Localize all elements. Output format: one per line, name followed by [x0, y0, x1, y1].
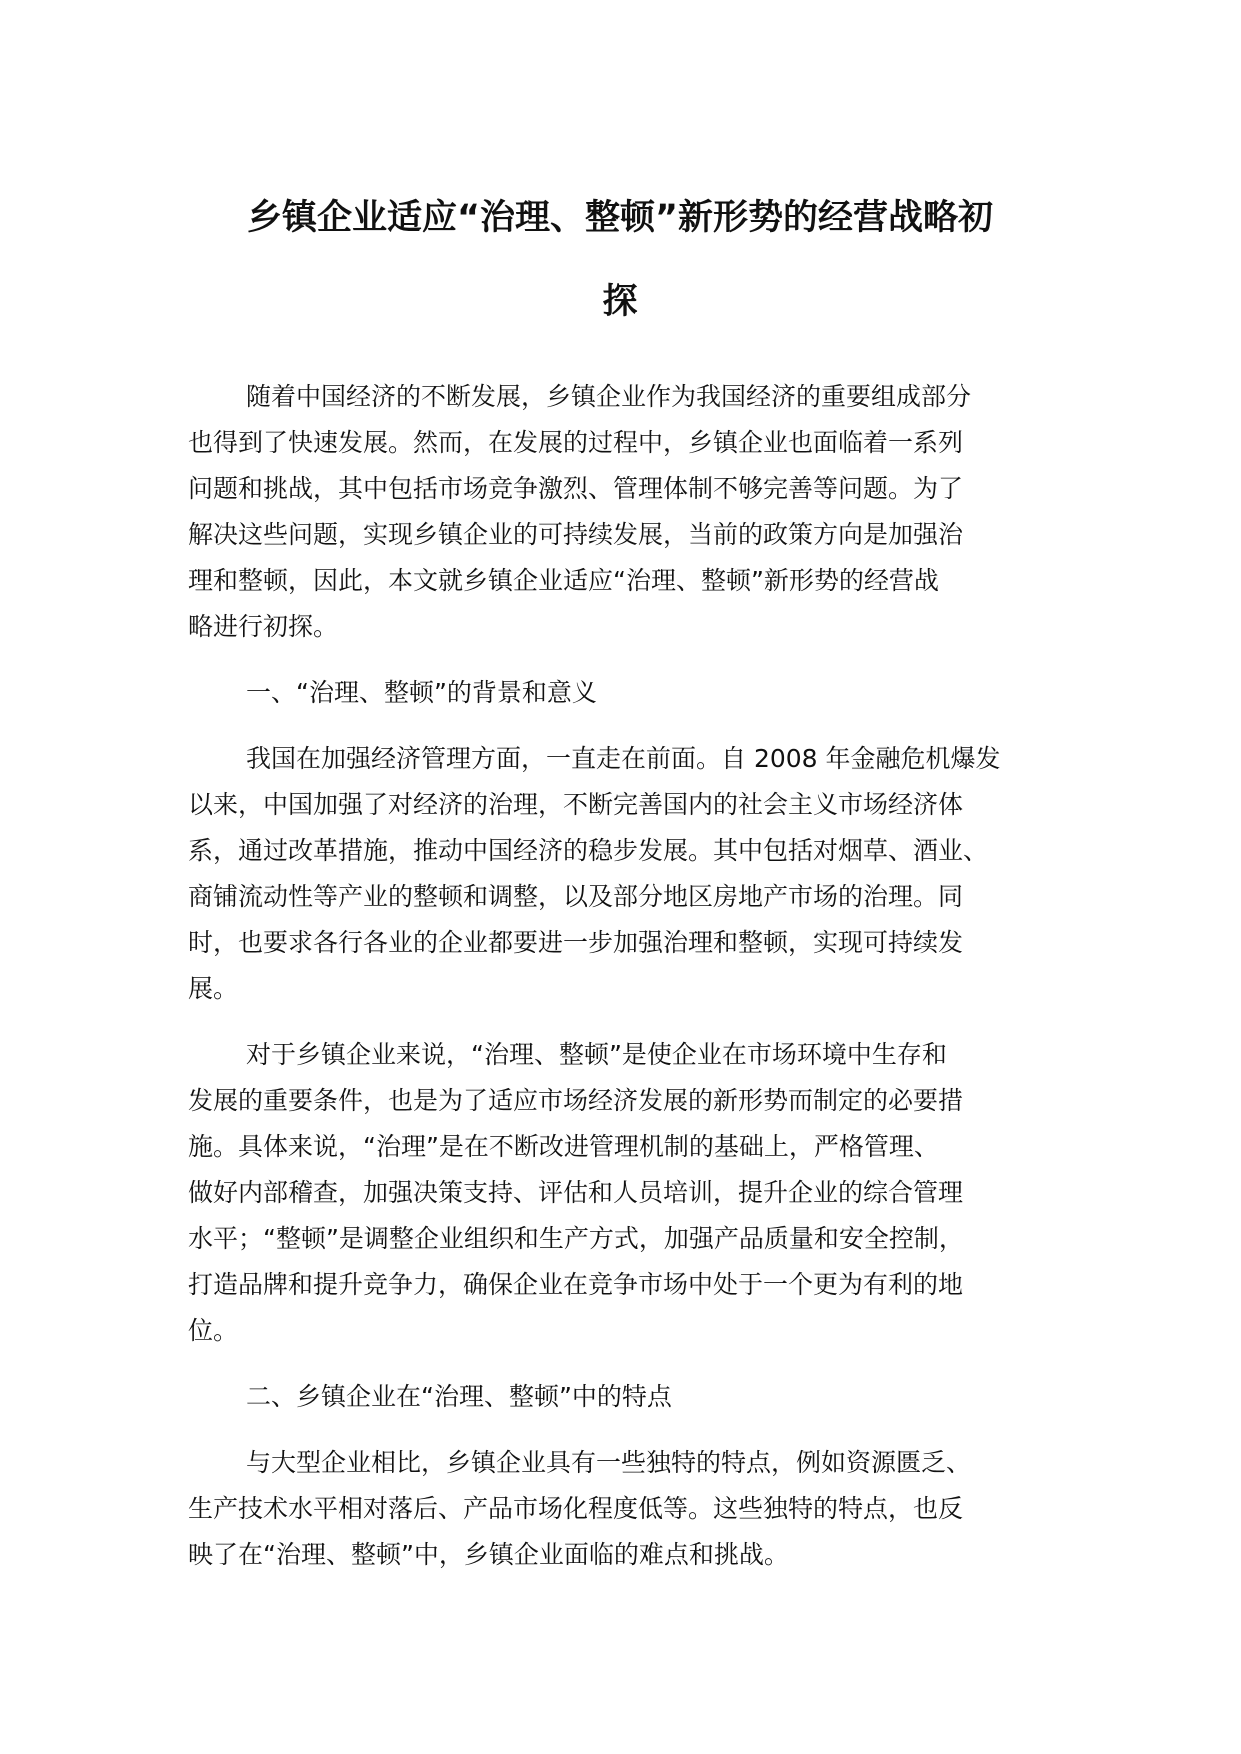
- title-line-2: 探: [602, 282, 638, 322]
- document-body: [188, 374, 1078, 1598]
- paragraph-line: 展。: [188, 974, 239, 1003]
- paragraph-line: 做好内部稽查，加强决策支持、评估和人员培训，提升企业的综合管理: [188, 1178, 964, 1207]
- paragraph-line: 解决这些问题，实现乡镇企业的可持续发展，当前的政策方向是加强治: [188, 520, 964, 549]
- paragraph-line: 对于乡镇企业来说，“治理、整顿”是使企业在市场环境中生存和: [246, 1040, 947, 1069]
- paragraph-line: 时，也要求各行各业的企业都要进一步加强治理和整顿，实现可持续发: [188, 928, 964, 957]
- paragraph-line: 以来，中国加强了对经济的治理，不断完善国内的社会主义市场经济体: [188, 790, 964, 819]
- paragraph-line: 问题和挑战，其中包括市场竞争激烈、管理体制不够完善等问题。为了: [188, 474, 964, 503]
- paragraph-line: 系，通过改革措施，推动中国经济的稳步发展。其中包括对烟草、酒业、: [188, 836, 989, 865]
- paragraph-line: 发展的重要条件，也是为了适应市场经济发展的新形势而制定的必要措: [188, 1086, 964, 1115]
- section-heading-2: 二、乡镇企业在“治理、整顿”中的特点: [246, 1382, 672, 1411]
- paragraph-line: 映了在“治理、整顿”中，乡镇企业面临的难点和挑战。: [188, 1540, 789, 1569]
- paragraph-line: 随着中国经济的不断发展，乡镇企业作为我国经济的重要组成部分: [246, 382, 972, 411]
- paragraph-characteristics: [188, 1440, 1078, 1578]
- paragraph-line: 理和整顿，因此，本文就乡镇企业适应“治理、整顿”新形势的经营战: [188, 566, 939, 595]
- title-line-1: 乡镇企业适应“治理、整顿”新形势的经营战略初: [246, 198, 993, 238]
- paragraph-significance: [188, 1032, 1078, 1354]
- paragraph-background: [188, 736, 1078, 1012]
- document-title: [190, 176, 1050, 344]
- paragraph-line: 打造品牌和提升竞争力，确保企业在竞争市场中处于一个更为有利的地: [188, 1270, 964, 1299]
- paragraph-line: 也得到了快速发展。然而，在发展的过程中，乡镇企业也面临着一系列: [188, 428, 964, 457]
- paragraph-line: 生产技术水平相对落后、产品市场化程度低等。这些独特的特点，也反: [188, 1494, 964, 1523]
- paragraph-line: 略进行初探。: [188, 612, 339, 641]
- section-heading-1: 一、“治理、整顿”的背景和意义: [246, 678, 597, 707]
- paragraph-line: 水平；“整顿”是调整企业组织和生产方式，加强产品质量和安全控制，: [188, 1224, 964, 1253]
- paragraph-line: 我国在加强经济管理方面，一直走在前面。自 2008 年金融危机爆发: [246, 744, 1001, 773]
- paragraph-intro: [188, 374, 1078, 650]
- paragraph-line: 商铺流动性等产业的整顿和调整，以及部分地区房地产市场的治理。同: [188, 882, 964, 911]
- paragraph-line: 与大型企业相比，乡镇企业具有一些独特的特点，例如资源匮乏、: [246, 1448, 972, 1477]
- paragraph-line: 位。: [188, 1316, 239, 1345]
- paragraph-line: 施。具体来说，“治理”是在不断改进管理机制的基础上，严格管理、: [188, 1132, 939, 1161]
